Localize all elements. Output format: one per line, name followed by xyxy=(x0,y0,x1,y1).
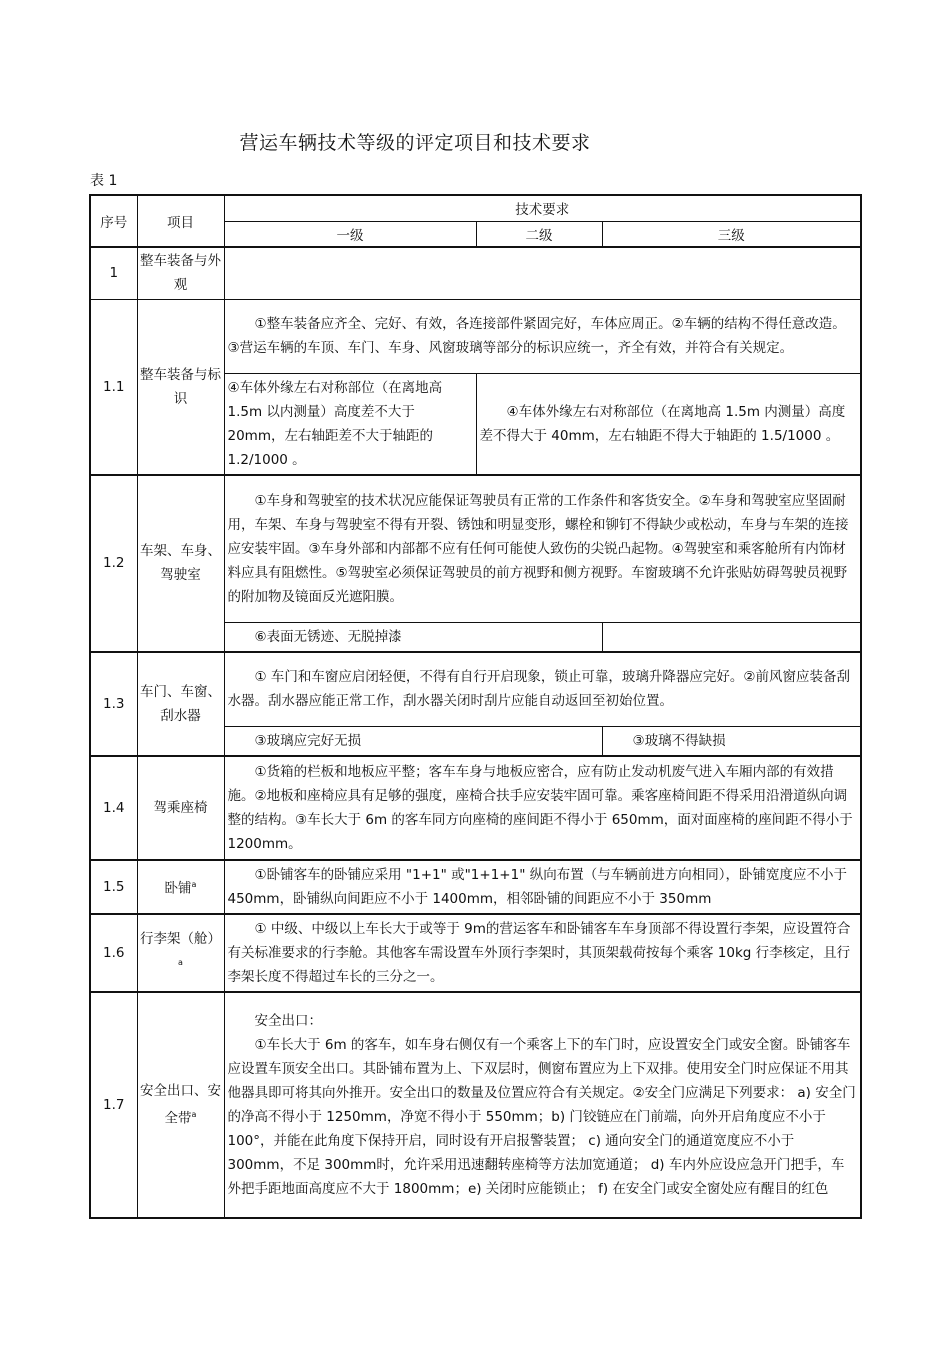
header-tech: 技术要求 xyxy=(224,195,861,221)
row-item: 行李架（舱）$^a$ xyxy=(137,914,224,992)
header-level2: 二级 xyxy=(476,221,602,247)
row-no: 1.1 xyxy=(90,299,137,475)
table-label: 表 1 xyxy=(90,173,118,189)
requirement-all-levels: ①货箱的栏板和地板应平整；客车车身与地板应密合，应有防止发动机废气进入车厢内部的有效措施。②地板和座椅应具有足够的强度，座椅合扶手应安装牢固可靠。乘客座椅间距不得采用沿滑道纵向调整的结构。③车长大于 6m 的客车同方向座椅的座间距不得小于 650mm，面对面座椅的座间距不得小于 1200mm。 xyxy=(224,756,861,860)
requirement-level1: ④车体外缘左右对称部位（在离地高 1.5m 以内测量）高度差不大于 20mm，左右轴距差不大于轴距的 1.2/1000 。 xyxy=(224,373,476,475)
table-row xyxy=(90,914,861,992)
row-item: 卧铺$^a$ xyxy=(137,860,224,914)
header-no: 序号 xyxy=(90,195,137,247)
row-no: 1 xyxy=(90,247,137,299)
requirement-all-levels: ①车身和驾驶室的技术状况应能保证驾驶员有正常的工作条件和客货安全。②车身和驾驶室应坚固耐用，车架、车身与驾驶室不得有开裂、锈蚀和明显变形，螺栓和铆钉不得缺少或松动，车身与车架的连接应安装牢固。③车身外部和内部都不应有任何可能使人致伤的尖锐凸起物。④驾驶室和乘客舱所有内饰材料应具有阻燃性。⑤驾驶室必须保证驾驶员的前方视野和侧方视野。车窗玻璃不允许张贴妨碍驾驶员视野的附加物及镜面反光遮阳膜。 xyxy=(224,475,861,623)
requirement-level1-2: ⑥表面无锈迹、无脱掉漆 xyxy=(224,623,602,653)
footnote-mark: a xyxy=(178,957,183,967)
row-empty-cell xyxy=(224,247,861,299)
row-no: 1.6 xyxy=(90,914,137,992)
row-no: 1.3 xyxy=(90,652,137,756)
row-no: 1.2 xyxy=(90,475,137,653)
requirement-level3: ③玻璃不得缺损 xyxy=(602,726,861,756)
table-row xyxy=(90,247,861,299)
footnote-mark: a xyxy=(191,879,197,889)
requirement-level2-3: ④车体外缘左右对称部位（在离地高 1.5m 内测量）高度差不得大于 40mm，左右轴距不得大于轴距的 1.5/1000 。 xyxy=(476,373,861,475)
row-item: 整车装备与外观 xyxy=(137,247,224,299)
row-item: 车架、车身、驾驶室 xyxy=(137,475,224,653)
table-row xyxy=(90,299,861,373)
requirement-level1-2: ③玻璃应完好无损 xyxy=(224,726,602,756)
table-row xyxy=(90,756,861,860)
requirement-all-levels: ① 车门和车窗应启闭轻便，不得有自行开启现象，锁止可靠，玻璃升降器应完好。②前风窗应装备刮水器。刮水器应能正常工作，刮水器关闭时刮片应能自动返回至初始位置。 xyxy=(224,652,861,726)
row-no: 1.4 xyxy=(90,756,137,860)
requirement-all-levels: ① 中级、中级以上车长大于或等于 9m的营运客车和卧铺客车车身顶部不得设置行李架，应设置符合有关标准要求的行李舱。其他客车需设置车外顶行李架时，其顶架载荷按每个乘客 10kg 行李核定，且行李架长度不得超过车长的三分之一。 xyxy=(224,914,861,992)
row-item: 驾乘座椅 xyxy=(137,756,224,860)
section-heading: 安全出口： xyxy=(254,1012,322,1029)
table-row xyxy=(90,992,861,1218)
header-item: 项目 xyxy=(137,195,224,247)
header-level3: 三级 xyxy=(602,221,861,247)
row-item: 车门、车窗、刮水器 xyxy=(137,652,224,756)
table-row xyxy=(90,475,861,623)
header-level1: 一级 xyxy=(224,221,476,247)
row-no: 1.5 xyxy=(90,860,137,914)
spec-table xyxy=(89,194,862,1219)
row-item: 安全出口、安全带$^a$ xyxy=(137,992,224,1218)
footnote-mark: a xyxy=(191,1109,197,1119)
requirement-all-levels: 安全出口： ①车长大于 6m 的客车，如车身右侧仅有一个乘客上下的车门时，应设置安全门或安全窗。卧铺客车应设置车顶安全出口。其卧铺布置为上、下双层时，侧窗布置应为上下双排。使用安全门时应保证不用其他器具即可将其向外推开。安全出口的数量及位置应符合有关规定。②安全门应满足下列要求： a) 安全门的净高不得小于 1250mm，净宽不得小于 550mm；b) 门铰链应在门前端，向外开启角度应不小于 100°，并能在此角度下保持开启，同时设有开启报警装置； c) 通向安全门的通道宽度应不小于 300mm，不足 300mm时，允许采用迅速翻转座椅等方法加宽通道； d) 车内外应设应急开门把手，车外把手距地面高度应不大于 1800mm；e) 关闭时应能锁止； f) 在安全门或安全窗处应有醒目的红色 xyxy=(224,992,861,1218)
row-no: 1.7 xyxy=(90,992,137,1218)
requirement-level3 xyxy=(602,623,861,653)
table-row xyxy=(90,860,861,914)
table-row xyxy=(90,652,861,726)
document-title: 营运车辆技术等级的评定项目和技术要求 xyxy=(239,132,591,154)
requirement-all-levels: ①卧铺客车的卧铺应采用 "1+1" 或"1+1+1" 纵向布置（与车辆前进方向相同），卧铺宽度应不小于 450mm，卧铺纵向间距应不小于 1400mm，相邻卧铺的间距应不小于 350mm xyxy=(224,860,861,914)
row-item: 整车装备与标识 xyxy=(137,299,224,475)
requirement-all-levels: ①整车装备应齐全、完好、有效，各连接部件紧固完好，车体应周正。②车辆的结构不得任意改造。③营运车辆的车顶、车门、车身、风窗玻璃等部分的标识应统一，齐全有效，并符合有关规定。 xyxy=(224,299,861,373)
